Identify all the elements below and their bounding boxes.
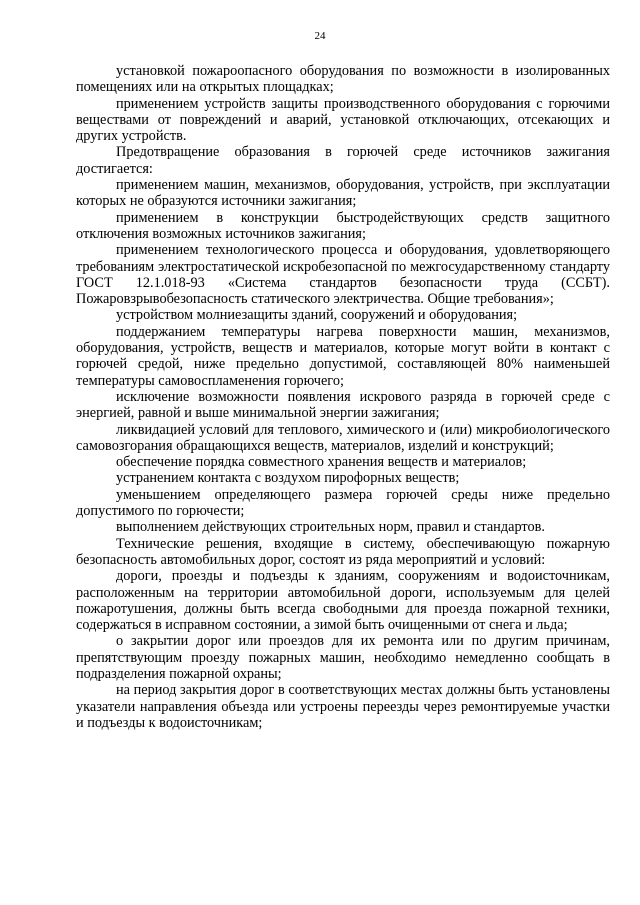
paragraph: дороги, проезды и подъезды к зданиям, сооружениям и водоисточникам, расположенным на территории автомобильной дороги, используемым для целей пожаротушения, должны быть всегда свободными для проезда пожарной техники, содержаться в исправном состоянии, а зимой быть очищенными от снега и льда; [76, 568, 610, 634]
paragraph: исключение возможности появления искрового разряда в горючей среде с энергией, равной и выше минимальной энергии зажигания; [76, 388, 610, 422]
paragraph: применением устройств защиты производственного оборудования с горючими веществами от повреждений и аварий, установкой отключающих, отсекающих и других устройств. [76, 95, 610, 145]
paragraph: о закрытии дорог или проездов для их ремонта или по другим причинам, препятствующим проезду пожарных машин, необходимо немедленно сообщать в подразделения пожарной охраны; [76, 633, 610, 682]
paragraph: обеспечение порядка совместного хранения веществ и материалов; [116, 454, 527, 471]
paragraph: применением технологического процесса и оборудования, удовлетворяющего требованиям электростатической искробезопасной по межгосударственному стандарту ГОСТ 12.1.018-93 «Система стандартов безопасности труда (ССБТ). Пожаровзрывобезопасность статического электричества. Общие требования»; [76, 242, 610, 308]
paragraph: применением в конструкции быстродействующих средств защитного отключения возможных источников зажигания; [76, 209, 610, 242]
paragraph: устранением контакта с воздухом пирофорных веществ; [116, 470, 460, 487]
paragraph: поддержанием температуры нагрева поверхности машин, механизмов, оборудования, устройств, веществ и материалов, которые могут войти в контакт с горючей средой, ниже предельно допустимой, составляющей 80% наименьшей температуры самовоспламенения горючего; [76, 323, 610, 389]
paragraph: ликвидацией условий для теплового, химического и (или) микробиологического самовозгорания обращающихся веществ, материалов, изделий и конструкций; [76, 421, 610, 454]
paragraph: на период закрытия дорог в соответствующих местах должны быть установлены указатели направления объезда или устроены переезды через ремонтируемые участки и подъезды к водоисточникам; [76, 682, 610, 731]
paragraph: Предотвращение образования в горючей среде источников зажигания достигается: [76, 144, 610, 177]
paragraph: уменьшением определяющего размера горючей среды ниже предельно допустимого по горючести; [76, 486, 610, 520]
paragraph: устройством молниезащиты зданий, сооружений и оборудования; [116, 307, 518, 324]
paragraph: применением машин, механизмов, оборудования, устройств, при эксплуатации которых не образуются источники зажигания; [76, 177, 610, 210]
document-body [76, 63, 610, 731]
paragraph: выполнением действующих строительных норм, правил и стандартов. [116, 519, 545, 536]
paragraph: установкой пожароопасного оборудования по возможности в изолированных помещениях или на открытых площадках; [76, 63, 610, 96]
page-number: 24 [314, 30, 326, 42]
paragraph: Технические решения, входящие в систему, обеспечивающую пожарную безопасность автомобильных дорог, состоят из ряда мероприятий и условий: [76, 535, 610, 568]
